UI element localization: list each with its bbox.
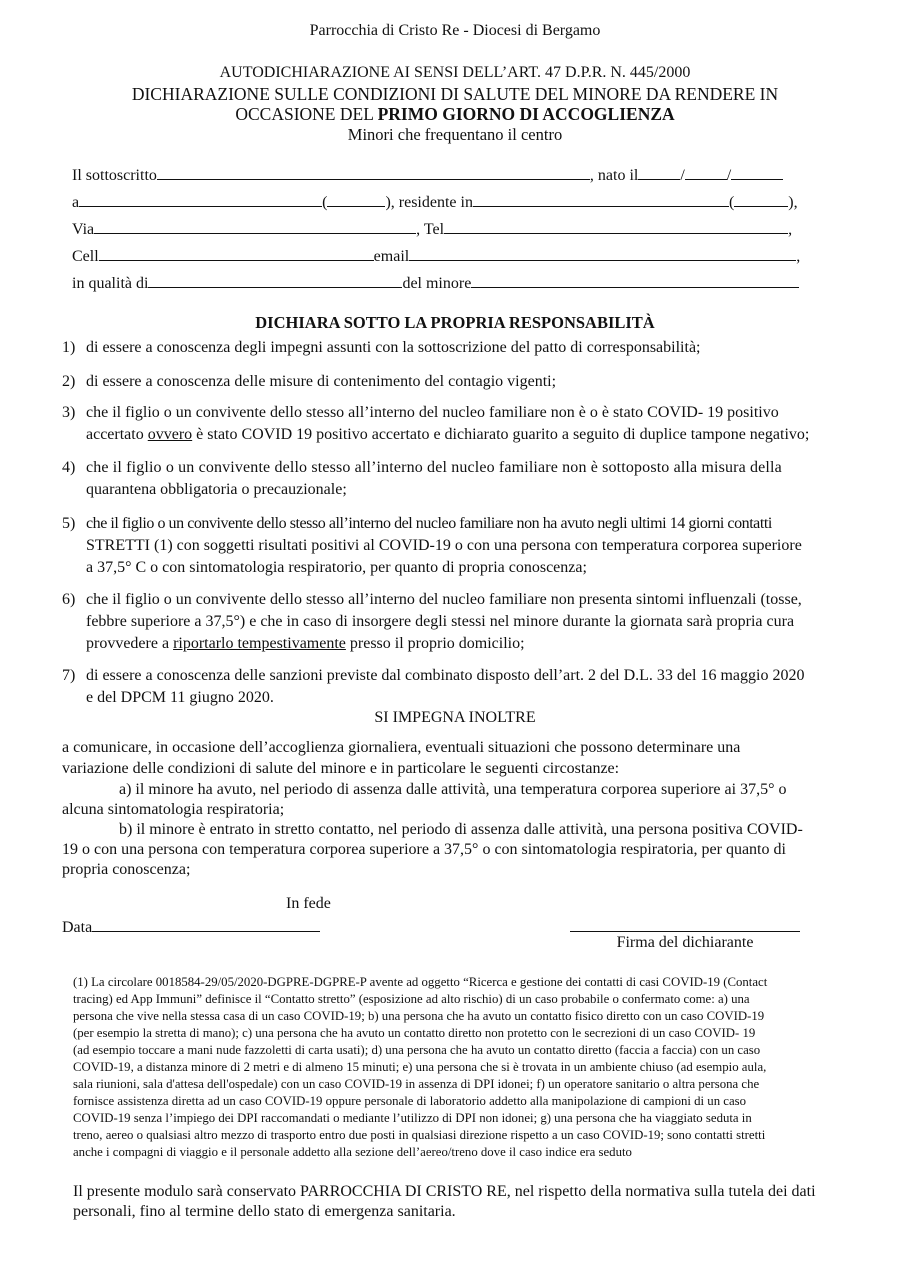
label-tel: , Tel: [416, 221, 445, 238]
birth-month-field[interactable]: [685, 165, 727, 180]
commitment-line: 19 o con una persona con temperatura corporea superiore a 37,5° o con sintomatologia respiratoria, per quanto di: [62, 841, 786, 858]
item-text: STRETTI (1) con soggetti risultati positivi al COVID-19 o con una persona con temperatura corporea superiore: [86, 537, 802, 554]
privacy-line: personali, fino al termine dello stato di emergenza sanitaria.: [73, 1203, 456, 1220]
paren-open: (: [322, 194, 328, 211]
label-cell: Cell: [72, 248, 99, 265]
footnote-line: treno, aereo o qualsiasi altro mezzo di trasporto entro due posti in qualsiasi direzione rispetto a un caso COVID-19; sono contatti stretti: [73, 1128, 766, 1142]
item-text: a 37,5° C o con sintomatologia respiratorio, per quanto di propria conoscenza;: [86, 559, 587, 576]
label-del-minore: del minore: [402, 275, 472, 292]
footnote-line: persona che vive nella stessa casa di un caso COVID-19; b) una persona che ha avuto un contatto fisico diretto con un caso COVID-19: [73, 1009, 765, 1023]
label-via: Via: [72, 221, 95, 238]
declaration-heading: DICHIARA SOTTO LA PROPRIA RESPONSABILITÀ: [255, 313, 655, 332]
footnote-line: (1) La circolare 0018584-29/05/2020-DGPRE-DGPRE-P avente ad oggetto “Ricerca e gestione dei contatti di casi COVID-19 (Contact: [73, 975, 768, 989]
date-slash: /: [726, 167, 732, 184]
item-text: che il figlio o un convivente dello stesso all’interno del nucleo familiare non presenta sintomi influenzali (tosse,: [86, 591, 802, 608]
commitment-heading: SI IMPEGNA INOLTRE: [374, 709, 536, 726]
form-row-relationship: [72, 273, 799, 293]
item-text-part: accertato: [86, 426, 148, 443]
item-text: di essere a conoscenza degli impegni assunti con la sottoscrizione del patto di corresponsabilità;: [86, 339, 701, 356]
date-label: Data: [62, 919, 93, 936]
form-row-birthplace: [72, 192, 798, 212]
item-text-underlined: riportarlo tempestivamente: [173, 635, 346, 652]
item-text-underlined: ovvero: [147, 426, 193, 443]
label-sottoscritto: Il sottoscritto: [72, 167, 157, 184]
item-text: che il figlio o un convivente dello stesso all’interno del nucleo familiare non è o è stato COVID- 19 positivo: [86, 404, 779, 421]
title-first-day-text: PRIMO GIORNO DI ACCOGLIENZA: [377, 104, 675, 124]
item-text: che il figlio o un convivente dello stesso all’interno del nucleo familiare non ha avuto negli ultimi 14 giorni contatti: [86, 515, 772, 532]
item-text-part: presso il proprio domicilio;: [345, 635, 525, 652]
item-text: quarantena obbligatoria o precauzionale;: [86, 481, 347, 498]
minor-name-field[interactable]: [471, 273, 799, 288]
comma: ,: [788, 221, 793, 238]
birthplace-field[interactable]: [79, 192, 322, 207]
item-text-part: è stato COVID 19 positivo accertato e dichiarato guarito a seguito di duplice tampone negativo;: [192, 426, 810, 443]
item-text: e del DPCM 11 giugno 2020.: [86, 689, 274, 706]
item-text: che il figlio o un convivente dello stesso all’interno del nucleo familiare non è sottoposto alla misura della: [86, 459, 782, 476]
form-row-address: [72, 219, 792, 239]
parish-header: Parrocchia di Cristo Re - Diocesi di Bergamo: [309, 22, 601, 39]
birth-province-field[interactable]: [327, 192, 385, 207]
date-slash: /: [680, 167, 685, 184]
item-text: febbre superiore a 37,5°) e che in caso di insorgere degli stessi nel minore durante la giornata sarà propria cura: [86, 613, 795, 630]
item-text: [86, 426, 809, 444]
label-in-qualita-di: in qualità di: [72, 275, 149, 292]
residence-province-field[interactable]: [734, 192, 788, 207]
signature-field[interactable]: [570, 931, 800, 932]
item-text: di essere a conoscenza delle misure di contenimento del contagio vigenti;: [86, 373, 557, 390]
title-occasion-text: OCCASIONE DEL: [235, 104, 378, 124]
item-text: [86, 635, 525, 653]
label-residente-in: ), residente in: [385, 194, 473, 211]
item-number: 4): [62, 459, 76, 476]
commitment-line: propria conoscenza;: [62, 861, 191, 878]
footnote-line: COVID-19 senza l’impiego dei DPI raccomandati o mediante l’utilizzo di DPI non idonei; g) una persona che ha viaggiato seduta in: [73, 1111, 752, 1125]
privacy-line: Il presente modulo sarà conservato PARROCCHIA DI CRISTO RE, nel rispetto della normativa sulla tutela dei dati: [73, 1183, 816, 1200]
email-field[interactable]: [409, 246, 796, 261]
commitment-line: alcuna sintomatologia respiratoria;: [62, 801, 285, 818]
document-title-line-1: AUTODICHIARAZIONE AI SENSI DELL’ART. 47 D.P.R. N. 445/2000: [219, 64, 691, 81]
document-title-line-3: [0, 104, 910, 125]
signature-label: Firma del dichiarante: [616, 934, 754, 951]
address-field[interactable]: [94, 219, 416, 234]
phone-field[interactable]: [444, 219, 788, 234]
footnote-line: (ad esempio toccare a mani nude fazzoletti di carta usati); d) una persona che ha avuto un contatto diretto (faccia a faccia) con un caso: [73, 1043, 761, 1057]
item-number: 6): [62, 591, 76, 608]
footnote-line: tracing) ed App Immuni” definisce il “Contatto stretto” (esposizione ad alto rischio) di un caso probabile o confermato come: a) una: [73, 992, 750, 1006]
comma: ,: [796, 248, 801, 265]
commitment-line: variazione delle condizioni di salute del minore e in particolare le seguenti circostanze:: [62, 760, 620, 777]
document-title-line-2: DICHIARAZIONE SULLE CONDIZIONI DI SALUTE DEL MINORE DA RENDERE IN: [131, 84, 779, 104]
commitment-line: a) il minore ha avuto, nel periodo di assenza dalle attività, una temperatura corporea superiore ai 37,5° o: [119, 781, 787, 798]
form-row-contacts: [72, 246, 800, 266]
footnote-line: (per esempio la stretta di mano); c) una persona che ha avuto un contatto diretto non protetto con le secrezioni di un caso COVID- 19: [73, 1026, 756, 1040]
date-field[interactable]: [92, 917, 320, 932]
form-row-sottoscritto: [72, 165, 783, 185]
birth-day-field[interactable]: [638, 165, 680, 180]
cell-field[interactable]: [99, 246, 374, 261]
item-number: 7): [62, 667, 76, 684]
date-row: [62, 917, 320, 937]
footnote-line: sala riunioni, sala d'attesa dell'ospedale) con un caso COVID-19 in assenza di DPI idonei; f) un operatore sanitario o altra persona che: [73, 1077, 760, 1091]
residence-field[interactable]: [473, 192, 729, 207]
label-email: email: [373, 248, 410, 265]
relationship-field[interactable]: [148, 273, 402, 288]
item-number: 3): [62, 404, 76, 421]
commitment-line: b) il minore è entrato in stretto contatto, nel periodo di assenza dalle attività, una persona positiva COVID-: [119, 821, 803, 838]
name-field[interactable]: [157, 165, 590, 180]
footnote-line: fornisce assistenza diretta ad un caso COVID-19 oppure personale di laboratorio addetto alla manipolazione di campioni di un caso: [73, 1094, 747, 1108]
item-number: 2): [62, 373, 76, 390]
paren-close-comma: ),: [788, 194, 798, 211]
item-number: 5): [62, 515, 76, 532]
paren-open: (: [728, 194, 735, 211]
item-text-part: provvedere a: [86, 635, 174, 652]
document-subtitle: Minori che frequentano il centro: [347, 125, 563, 144]
label-a: a: [72, 194, 80, 211]
item-number: 1): [62, 339, 76, 356]
in-fede-label: In fede: [286, 895, 331, 912]
footnote-line: COVID-19, a distanza minore di 2 metri e di almeno 15 minuti; e) una persona che si è trovata in un ambiente chiuso (ad esempio aula,: [73, 1060, 767, 1074]
label-nato-il: , nato il: [589, 167, 639, 184]
item-text: di essere a conoscenza delle sanzioni previste dal combinato disposto dell’art. 2 del D.L. 33 del 16 maggio 2020: [86, 667, 805, 684]
commitment-line: a comunicare, in occasione dell’accoglienza giornaliera, eventuali situazioni che possono determinare una: [62, 739, 741, 756]
footnote-line: anche i compagni di viaggio e il personale addetto alla sezione dell’aereo/treno dove il caso indice era seduto: [73, 1145, 632, 1159]
birth-year-field[interactable]: [731, 165, 783, 180]
